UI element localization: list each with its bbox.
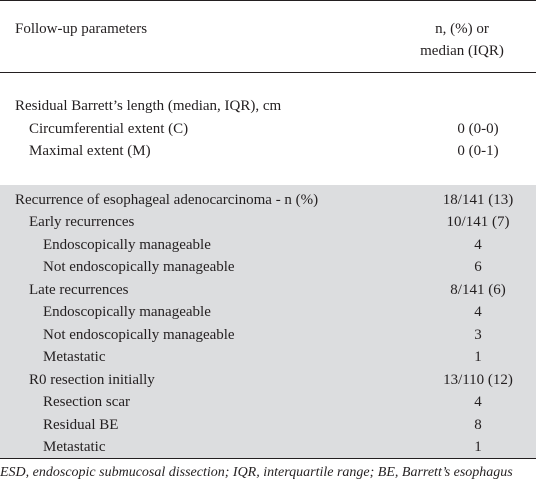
row-value: 8: [474, 416, 482, 433]
header-n-percent-median: [392, 1, 536, 73]
row-value: 0 (0-0): [457, 120, 499, 137]
table-row: [0, 140, 536, 163]
header-median-iqr-line: median (IQR): [420, 43, 504, 59]
row-value: 1: [474, 439, 482, 455]
row-value: 4: [474, 304, 482, 320]
header-follow-up-parameters: Follow-up parameters: [15, 21, 148, 37]
row-label: Resection scar: [43, 394, 131, 410]
row-label: Not endoscopically manageable: [43, 326, 235, 343]
table-row: [0, 369, 536, 392]
section-recurrence: [0, 185, 536, 459]
row-value: 0 (0-1): [457, 143, 499, 159]
row-value: 4: [474, 236, 482, 253]
row-label: Early recurrences: [29, 214, 135, 230]
table-row: [0, 301, 536, 324]
row-value: 4: [474, 394, 482, 410]
row-value: 1: [474, 349, 482, 365]
table-row: [0, 95, 536, 118]
row-label: Circumferential extent (C): [29, 120, 189, 137]
row-label: Not endoscopically manageable: [43, 259, 235, 275]
row-label: Residual BE: [43, 416, 119, 433]
table-row: [0, 346, 536, 369]
row-value: 18/141 (13): [442, 192, 514, 208]
row-label: Residual Barrett’s length (median, IQR), cm: [15, 98, 282, 114]
table-row: [0, 256, 536, 279]
row-value: 8/141 (6): [450, 281, 506, 298]
table-row: [0, 118, 536, 141]
row-value: 6: [474, 259, 482, 275]
header-n-percent-line: n, (%) or: [435, 21, 489, 37]
row-value: [392, 95, 536, 118]
table-row: [0, 324, 536, 347]
row-value: 10/141 (7): [446, 214, 510, 230]
table-row: [0, 436, 536, 459]
row-value: 3: [474, 326, 482, 343]
table-row: [0, 211, 536, 234]
table-row: [0, 414, 536, 437]
table-row: [0, 185, 536, 211]
row-label: Endoscopically manageable: [43, 236, 211, 253]
table-row: [0, 234, 536, 257]
row-label: Metastatic: [43, 349, 106, 365]
row-label: Maximal extent (M): [29, 143, 151, 159]
table-header-row: [0, 1, 536, 73]
table-row: [0, 279, 536, 302]
section-residual-barretts: [0, 73, 536, 186]
table-footnote: ESD, endoscopic submucosal dissection; IQR, interquartile range; BE, Barrett’s esophagus: [0, 465, 513, 480]
row-label: Late recurrences: [29, 281, 129, 298]
row-label: Endoscopically manageable: [43, 304, 211, 320]
row-label: Recurrence of esophageal adenocarcinoma - n (%): [15, 192, 319, 208]
row-value: 13/110 (12): [443, 371, 513, 388]
row-label: Metastatic: [43, 439, 106, 455]
table-row: [0, 391, 536, 414]
row-label: R0 resection initially: [29, 371, 155, 388]
